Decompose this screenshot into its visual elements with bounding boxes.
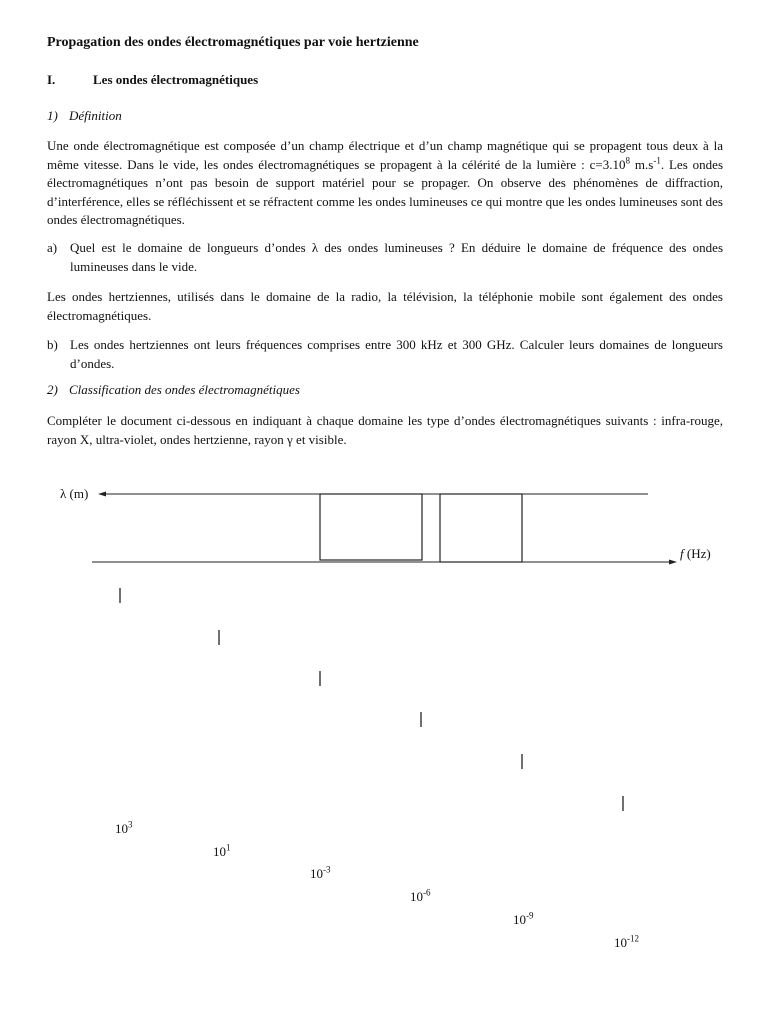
section-label: Les ondes électromagnétiques: [93, 72, 259, 87]
question-b: [47, 336, 723, 373]
subsection-classification: [47, 382, 300, 398]
page-title: Propagation des ondes électromagnétiques par voie hertzienne: [47, 35, 419, 50]
section-heading: [47, 72, 258, 88]
definition-paragraph: Une onde électromagnétique est composée d’un champ électrique et d’un champ magnétique qui se propagent tous deux à la même vitesse. Dans le vide, les ondes électromagnétiques se propagent à la célérité de la lumière : $c=3.10^8$ $m.s^{-1}$. Les ondes électromagnétiques n’ont pas besoin de support matériel pour se propager. On observe des phénomènes de diffraction, d’interférence, elles se réfléchissent et se réfractent comme les ondes lumineuses ce qui montre que les ondes lumineuses sont des ondes électromagnétiques.: [47, 138, 723, 227]
tick-marks: [0, 580, 768, 820]
question-a: [47, 239, 723, 276]
domain-box-1: [320, 494, 422, 560]
instruction-paragraph: Compléter le document ci-dessous en indiquant à chaque domaine les type d’ondes électromagnétiques suivants : infra-rouge, rayon X, ultra-violet, ondes hertzienne, rayon γ et visible.: [47, 413, 723, 447]
question-b-label: b): [47, 337, 58, 352]
tick-label: $10^{-12}$: [614, 933, 639, 950]
subsection-label: Définition: [69, 108, 122, 123]
tick-label: $10^3$: [115, 819, 133, 836]
domain-box-2: [440, 494, 522, 562]
lambda-axis-label: λ (m): [60, 486, 89, 501]
subsection-definition: [47, 108, 122, 124]
tick-label: $10^{-9}$: [513, 910, 534, 927]
hertzian-paragraph: Les ondes hertziennes, utilisés dans le domaine de la radio, la télévision, la téléphonie mobile sont également des ondes électromagnétiques.: [47, 289, 723, 323]
tick-label: $10^{-6}$: [410, 887, 431, 904]
frequency-arrow: [669, 560, 677, 565]
frequency-axis-label: f (Hz): [680, 546, 711, 561]
section-number: I.: [47, 72, 56, 87]
subsection-number: 2): [47, 382, 58, 397]
question-a-text: Quel est le domaine de longueurs d’ondes λ des ondes lumineuses ? En déduire le domaine de fréquence des ondes lumineuses dans le vide.: [70, 240, 723, 274]
subsection-number: 1): [47, 108, 58, 123]
question-b-text: Les ondes hertziennes ont leurs fréquences comprises entre 300 kHz et 300 GHz. Calculer leurs domaines de longueurs d’ondes.: [70, 337, 723, 371]
subsection-label: Classification des ondes électromagnétiques: [69, 382, 300, 397]
lambda-arrow: [98, 492, 106, 497]
tick-label: $10^1$: [213, 842, 231, 859]
question-a-label: a): [47, 240, 58, 255]
spectrum-diagram: [0, 470, 768, 580]
tick-label: $10^{-3}$: [310, 864, 331, 881]
